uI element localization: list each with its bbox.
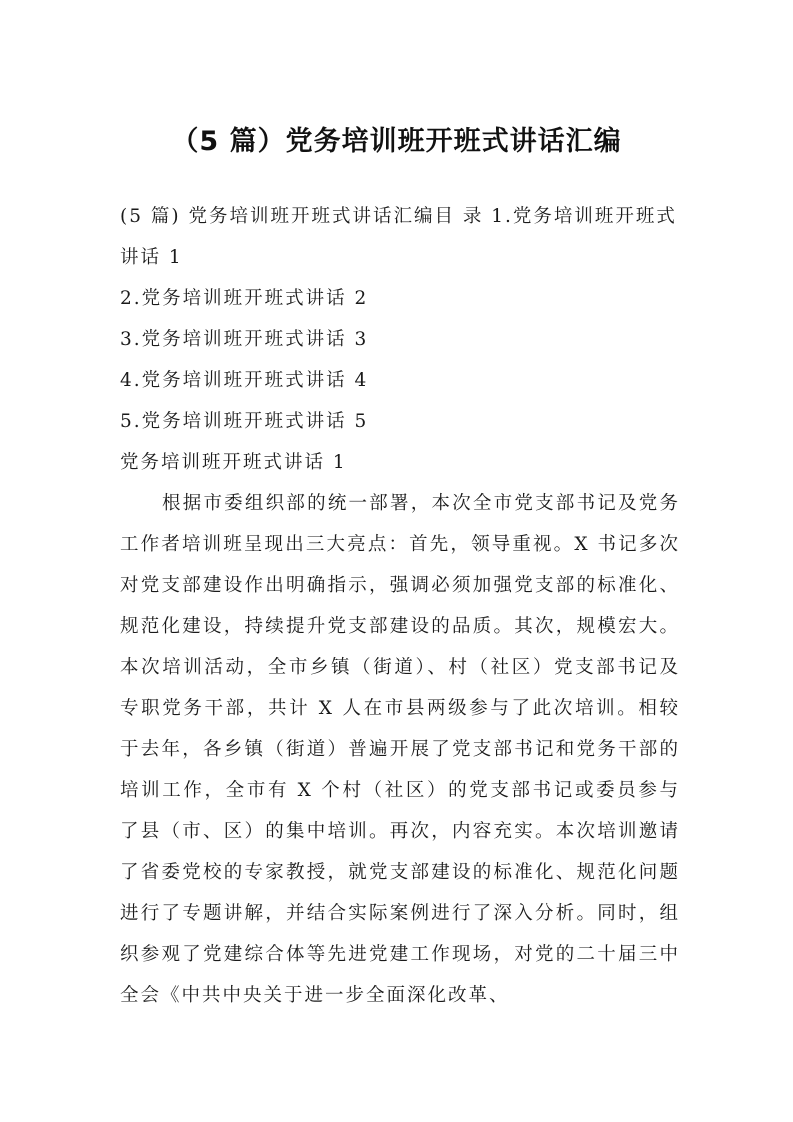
section-heading: 党务培训班开班式讲话 1 [120,452,347,473]
document-title: （5 篇）党务培训班开班式讲话汇编 [171,126,622,157]
toc-item: 3.党务培训班开班式讲话 3 [120,329,369,350]
toc-item: 2.党务培训班开班式讲话 2 [120,288,369,309]
body-paragraph: 根据市委组织部的统一部署，本次全市党支部书记及党务工作者培训班呈现出三大亮点：首先，领导重视。X 书记多次对党支部建设作出明确指示，强调必须加强党支部的标准化、规范化建设，持续提升党支部建设的品质。其次，规模宏大。本次培训活动，全市乡镇（街道）、村（社区）党支部书记及专职党务干部，共计 X 人在市县两级参与了此次培训。相较于去年，各乡镇（街道）普遍开展了党支部书记和党务干部的培训工作，全市有 X 个村（社区）的党支部书记或委员参与了县（市、区）的集中培训。再次，内容充实。本次培训邀请了省委党校的专家教授，就党支部建设的标准化、规范化问题进行了专题讲解，并结合实际案例进行了深入分析。同时，组织参观了党建综合体等先进党建工作现场，对党的二十届三中全会《中共中央关于进一步全面深化改革、 [120,493,680,1006]
toc-item: 5.党务培训班开班式讲话 5 [120,411,369,432]
toc-item: 4.党务培训班开班式讲话 4 [120,370,369,391]
document-body [120,196,680,1016]
toc-intro: (5 篇) 党务培训班开班式讲话汇编目 录 1.党务培训班开班式讲话 1 [120,206,677,268]
